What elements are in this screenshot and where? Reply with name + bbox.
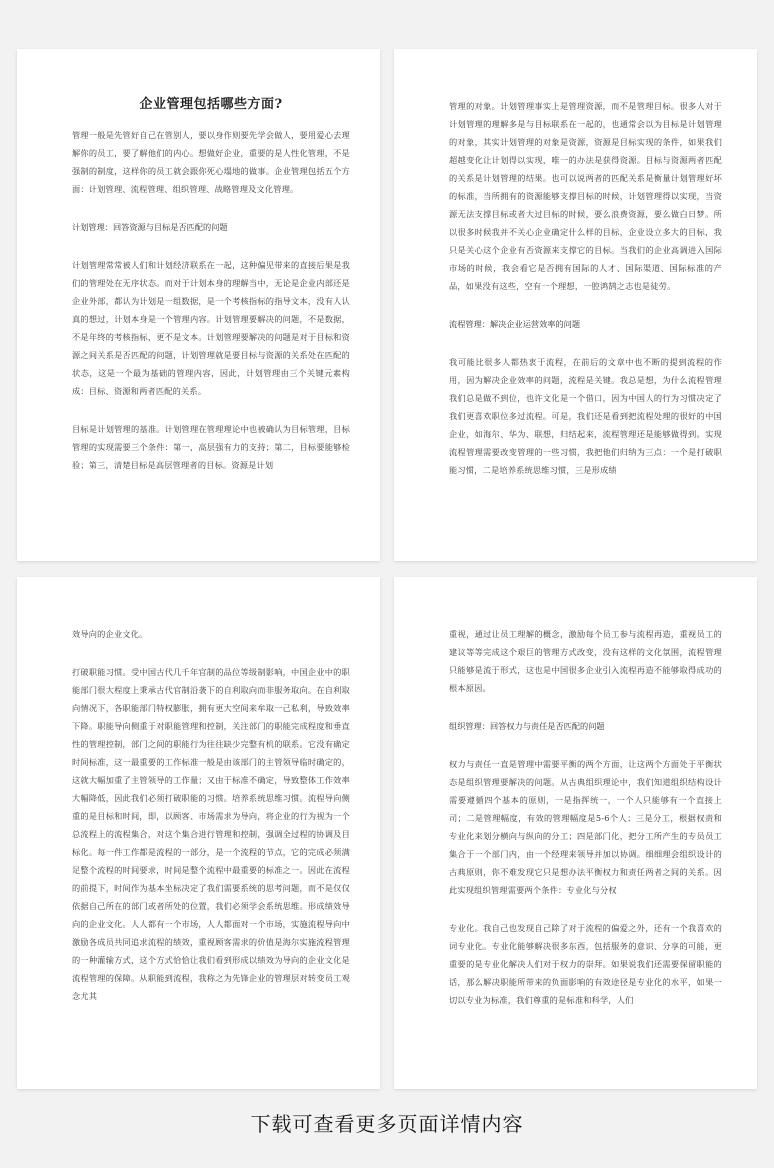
document-page-1 <box>17 49 380 561</box>
paragraph: 我可能比很多人都热衷于流程，在前后的文章中也不断的提到流程的作用，因为解决企业效率的问题，流程是关键。我总是想，为什么流程管理我们总是做不到位，也许文化是一个借口，因为中国人的行为习惯决定了我们更喜欢职位多过流程。可是，我们还是看到把流程处理的很好的中国企业，如海尔、华为、联想，归结起来，流程管理还是能够做得到。实现流程管理需要改变管理的一些习惯，我把他们归纳为三点：一个是打破职能习惯，二是培养系统思维习惯，三是形成绩 <box>449 357 722 475</box>
paragraph: 目标是计划管理的基准。计划管理在管理理论中也被确认为目标管理，目标管理的实现需要三个条件：第一，高层强有力的支持；第二，目标要能够检验；第三，清楚目标是高层管理者的目标。资源是计划 <box>72 424 350 470</box>
paragraph: 重视，通过让员工理解的概念，激励每个员工参与流程再造，重视员工的建议等等完成这个艰巨的管理方式改变，没有这样的文化氛围，流程管理只能够是流于形式，这也是中国很多企业引入流程再造不能够取得成功的根本原因。 <box>449 629 722 693</box>
section-heading-organization: 组织管理：回答权力与责任是否匹配的问题 <box>449 721 605 731</box>
paragraph: 管理一般是先管好自己在管别人，要以身作则要先学会做人，要用爱心去理解你的员工，要了解他们的内心。想做好企业，重要的是人性化管理，不是强制的制度，这样你的员工就会跟你死心塌地的做事。企业管理包括五个方面：计划管理、流程管理、组织管理、战略管理及文化管理。 <box>72 130 350 194</box>
paragraph: 打破职能习惯。受中国古代几千年官制的品位等级制影响，中国企业中的职能部门很大程度上秉承古代官制沿袭下的自利取向而非服务取向。在自利取向情况下，各职能部门特权膨胀，拥有更大空间来牟取一己私利，导致效率下降。职能导向侧重于对职能管理和控制，关注部门的职能完成程度和垂直性的管理控制，部门之间的职能行为往往缺少完整有机的联系。它没有确定时间标准，这一最重要的工作标准一般是由该部门的主管领导临时确定的，这就大幅加重了主管领导的工作量；又由于标准不确定，导致整体工作效率大幅降低，因此我们必须打破职能的习惯。培养系统思维习惯。流程导向侧重的是目标和时间，即，以顾客、市场需求为导向，将企业的行为视为一个总流程上的流程集合，对这个集合进行管理和控制，强调全过程的协调及目标化。每一件工作都是流程的一部分，是一个流程的节点，它的完成必须满足整个流程的时间要求，时间是整个流程中最重要的标准之一。因此在流程的前提下，时间作为基本坐标决定了我们需要系统的思考问题，而不是仅仅依据自己所在的部门或者所处的位置，我们必须学会系统思维。形成绩效导向的企业文化。人人都有一个市场，人人都面对一个市场，实施流程导向中激励各成员共同追求流程的绩效，重视顾客需求的价值是海尔实施流程管理的一种灌输方式，这个方式恰恰让我们看到形成以绩效为导向的企业文化是流程管理的保障。从职能到流程，我称之为先锋企业的管理层对转变员工观念尤其 <box>72 667 350 1001</box>
paragraph: 计划管理常常被人们和计划经济联系在一起，这种偏见带来的直接后果是我们的管理处在无序状态。而对于计划本身的理解当中，无论是企业内部还是企业外部，都认为计划是一组数据，是一个考核指标的指导文本，没有人认真的想过，计划本身是一个管理内容。计划管理要解决的问题，不是数据，不是年终的考核指标，更不是文本。计划管理要解决的问题是对于目标和资源之间关系是否匹配的问题，计划管理就是要目标与资源的关系处在匹配的状态，这是一个最为基础的管理内容，因此，计划管理由三个关键元素构成：目标、资源和两者匹配的关系。 <box>72 260 350 396</box>
document-page-2 <box>394 49 757 561</box>
document-page-4 <box>394 577 757 1089</box>
document-page-3 <box>17 577 380 1089</box>
section-heading-plan: 计划管理：回答资源与目标是否匹配的问题 <box>72 222 228 232</box>
document-title: 企业管理包括哪些方面? <box>139 97 283 112</box>
paragraph: 效导向的企业文化。 <box>72 629 148 639</box>
paragraph: 权力与责任一直是管理中需要平衡的两个方面，让这两个方面处于平衡状态是组织管理要解决的问题。从古典组织理论中，我们知道组织结构设计需要遵循四个基本的原则，一是指挥统一，一个人只能够有一个直接上司；二是管理幅度，有效的管理幅度是5-6个人；三是分工，根据权责和专业化来划分横向与纵向的分工；四是部门化，把分工所产生的专员员工集合于一个部门内，由一个经理来领导并加以协调。细细理会组织设计的古典原则，你不难发现它只是想办法平衡权力和责任两者之间的关系。因此实现组织管理需要两个条件：专业化与分权 <box>449 759 722 895</box>
section-heading-process: 流程管理：解决企业运营效率的问题 <box>449 319 581 329</box>
download-more-link[interactable]: 下载可查看更多页面详情内容 <box>250 1112 524 1136</box>
paragraph: 专业化。我自己也发现自己除了对于流程的偏爱之外，还有一个我喜欢的词专业化。专业化能够解决很多东西，包括服务的意识、分享的可能，更重要的是专业化解决人们对于权力的崇拜。如果说我们还需要保留职能的话，那么解决职能所带来的负面影响的有效途径是专业化的水平，如果一切以专业为标准，我们尊重的是标准和科学，人们 <box>449 923 722 1005</box>
paragraph: 管理的对象。计划管理事实上是管理资源，而不是管理目标。很多人对于计划管理的理解多是与目标联系在一起的，也通常会以为目标是计划管理的对象，其实计划管理的对象是资源，资源是目标实现的条件，如果我们超越变化让计划得以实现，唯一的办法是获得资源。目标与资源两者匹配的关系是计划管理的结果。也可以说两者的匹配关系是衡量计划管理好坏的标准，当所拥有的资源能够支撑目标的时候，计划管理得以实现，当资源无法支撑目标或者大过目标的时候，要么浪费资源，要么做白日梦。所以很多时候我并不关心企业确定什么样的目标，企业设立多大的目标，我只是关心这个企业有否资源来支撑它的目标。当我们的企业高调进入国际市场的时候，我会看它是否拥有国际的人才、国际渠道、国际标准的产品，如果没有这些，空有一个理想，一腔鸿鹄之志也是徒劳。 <box>449 101 722 291</box>
